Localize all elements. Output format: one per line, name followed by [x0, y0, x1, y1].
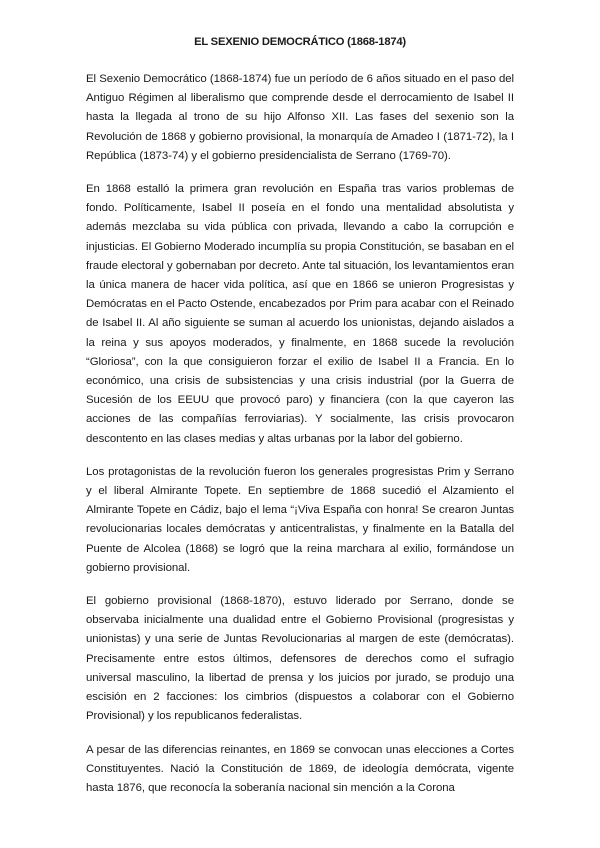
paragraph-constitution: A pesar de las diferencias reinantes, en 1869 se convocan unas elecciones a Cortes Constituyentes. Nació la Constitución de 1869, de ideología demócrata, vigente hasta 1876, que reconocía la soberanía nacional sin mención a la Corona — [86, 743, 514, 794]
paragraph-intro: El Sexenio Democrático (1868-1874) fue un período de 6 años situado en el paso del Antiguo Régimen al liberalismo que comprende desde el derrocamiento de Isabel II hasta la llegada al trono de su hijo Alfonso XII. Las fases del sexenio son la Revolución de 1868 y gobierno provisional, la monarquía de Amadeo I (1871-72), la I República (1873-74) y el gobierno presidencialista de Serrano (1769-70). — [86, 73, 514, 162]
paragraph-protagonists: Los protagonistas de la revolución fueron los generales progresistas Prim y Serrano y el liberal Almirante Topete. En septiembre de 1868 sucedió el Alzamiento el Almirante Topete en Cádiz, bajo el lema “¡Viva España con honra! Se crearon Juntas revolucionarias locales demócratas y anticentralistas, y finalmente en la Batalla del Puente de Alcolea (1868) se logró que la reina marchara al exilio, formándose un gobierno provisional. — [86, 465, 514, 574]
document-title: EL SEXENIO DEMOCRÁTICO (1868-1874) — [194, 36, 406, 48]
document-body — [86, 70, 514, 812]
paragraph-provisional-government: El gobierno provisional (1868-1870), estuvo liderado por Serrano, donde se observaba inicialmente una dualidad entre el Gobierno Provisional (progresistas y unionistas) y una serie de Juntas Revolucionarias al margen de este (demócratas). Precisamente entre estos últimos, defensores de derechos como el sufragio universal masculino, la libertad de prensa y los juicios por jurado, se produjo una escisión en 2 facciones: los cimbrios (dispuestos a colaborar con el Gobierno Provisional) y los republicanos federalistas. — [86, 595, 514, 723]
paragraph-revolution-causes: En 1868 estalló la primera gran revolución en España tras varios problemas de fondo. Políticamente, Isabel II poseía en el fondo una mentalidad absolutista y además mezclaba su vida pública con privada, llevando a cabo la corrupción e injusticias. El Gobierno Moderado incumplía su propia Constitución, se basaban en el fraude electoral y gobernaban por decreto. Ante tal situación, los levantamientos eran la única manera de hacer vida política, así que en 1866 se unieron Progresistas y Demócratas en el Pacto Ostende, encabezados por Prim para acabar con el Reinado de Isabel II. Al año siguiente se suman al acuerdo los unionistas, dejando aislados a la reina y sus apoyos moderados, y finalmente, en 1868 sucede la revolución “Gloriosa”, con la que consiguieron forzar el exilio de Isabel II a Francia. En lo económico, una crisis de subsistencias y una crisis industrial (por la Guerra de Sucesión de los EEUU que provocó paro) y financiera (con la que cayeron las acciones de las compañías ferroviarias). Y socialmente, las crisis provocaron descontento en las clases medias y altas urbanas por la labor del gobierno. — [86, 183, 514, 445]
